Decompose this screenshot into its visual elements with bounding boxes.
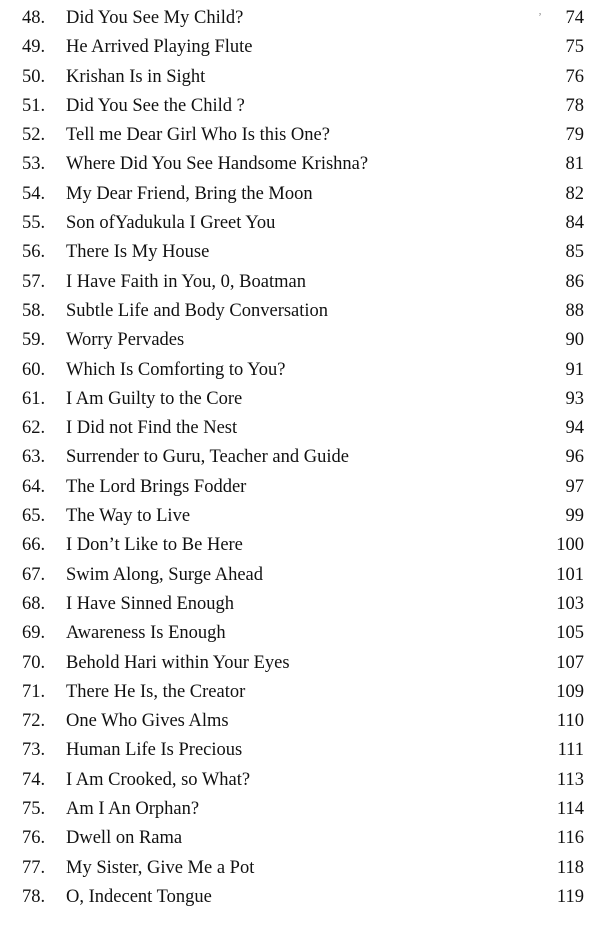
toc-entry-page: 103 (556, 593, 584, 614)
toc-entry-page: 79 (565, 125, 584, 146)
toc-entry-number: 62. (22, 418, 46, 439)
toc-entry-page: 109 (556, 681, 584, 702)
toc-entry (0, 443, 600, 472)
toc-entry-title: The Lord Brings Fodder (66, 476, 247, 497)
toc-entry-title: Krishan Is in Sight (66, 66, 206, 87)
toc-entry (0, 502, 600, 531)
toc-entry (0, 180, 600, 209)
toc-entry-page: 111 (557, 740, 584, 761)
toc-entry-number: 63. (22, 447, 46, 468)
toc-entry-page: 93 (565, 388, 584, 409)
toc-entry-title: Subtle Life and Body Conversation (66, 300, 329, 321)
toc-entry (0, 63, 600, 92)
toc-entry (0, 707, 600, 736)
toc-entry (0, 473, 600, 502)
toc-entry-number: 50. (22, 66, 46, 87)
toc-entry (0, 883, 600, 912)
toc-entry-number: 66. (22, 535, 46, 556)
toc-entry-page: 119 (556, 886, 584, 907)
toc-entry (0, 326, 600, 355)
toc-entry-number: 56. (22, 242, 46, 263)
toc-entry (0, 209, 600, 238)
toc-entry-page: 99 (565, 506, 584, 527)
toc-entry (0, 590, 600, 619)
toc-entry (0, 795, 600, 824)
toc-entry-number: 70. (22, 652, 46, 673)
toc-entry-title: One Who Gives Alms (66, 711, 229, 732)
toc-entry-page: 105 (556, 623, 584, 644)
toc-entry-page: 114 (556, 799, 584, 820)
toc-entry (0, 4, 600, 33)
toc-entry (0, 649, 600, 678)
toc-entry (0, 824, 600, 853)
toc-entry (0, 766, 600, 795)
toc-entry-number: 53. (22, 154, 46, 175)
toc-entry (0, 619, 600, 648)
toc-entry-page: 85 (565, 242, 584, 263)
toc-entry-page: 107 (556, 652, 584, 673)
scan-mark: ʼ (538, 10, 542, 24)
toc-entry-title: My Sister, Give Me a Pot (66, 857, 255, 878)
toc-entry-number: 55. (22, 213, 46, 234)
toc-entry-page: 91 (565, 359, 584, 380)
toc-entry-number: 57. (22, 271, 46, 292)
toc-entry-title: Behold Hari within Your Eyes (66, 652, 290, 673)
toc-entry-number: 75. (22, 799, 46, 820)
toc-entry-page: 88 (565, 300, 584, 321)
toc-entry-title: Awareness Is Enough (66, 623, 226, 644)
toc-entry-title: I Am Guilty to the Core (66, 388, 243, 409)
toc-entry-title: O, Indecent Tongue (66, 886, 212, 907)
toc-entry (0, 92, 600, 121)
table-of-contents (0, 4, 600, 912)
toc-entry (0, 414, 600, 443)
toc-entry-number: 54. (22, 183, 46, 204)
toc-entry-page: 94 (565, 418, 584, 439)
toc-entry-title: Son ofYadukula I Greet You (66, 213, 276, 234)
toc-entry (0, 121, 600, 150)
toc-entry-title: I Am Crooked, so What? (66, 769, 251, 790)
toc-entry-page: 118 (556, 857, 584, 878)
toc-entry-title: There Is My House (66, 242, 210, 263)
toc-entry-title: I Have Sinned Enough (66, 593, 235, 614)
toc-entry-number: 69. (22, 623, 46, 644)
toc-entry-title: Am I An Orphan? (66, 799, 200, 820)
toc-entry (0, 385, 600, 414)
toc-entry-number: 72. (22, 711, 46, 732)
toc-entry-page: 113 (556, 769, 584, 790)
toc-entry-number: 77. (22, 857, 46, 878)
toc-entry-page: 75 (565, 37, 584, 58)
toc-entry-page: 82 (565, 183, 584, 204)
toc-entry-title: Did You See My Child? (66, 8, 244, 28)
toc-entry-title: Worry Pervades (66, 330, 185, 351)
toc-entry-title: I Have Faith in You, 0, Boatman (66, 271, 306, 292)
toc-entry-number: 67. (22, 564, 46, 585)
toc-entry-page: 78 (565, 95, 584, 116)
toc-entry-title: Dwell on Rama (66, 828, 183, 849)
toc-entry (0, 678, 600, 707)
toc-entry-number: 48. (22, 8, 46, 28)
toc-entry (0, 33, 600, 62)
toc-entry-number: 59. (22, 330, 46, 351)
toc-entry-page: 100 (556, 535, 584, 556)
toc-entry (0, 150, 600, 179)
toc-entry-number: 74. (22, 769, 46, 790)
toc-entry-number: 65. (22, 506, 46, 527)
toc-entry (0, 854, 600, 883)
toc-entry-page: 86 (565, 271, 584, 292)
toc-entry-number: 68. (22, 593, 46, 614)
toc-entry-title: He Arrived Playing Flute (66, 37, 253, 58)
toc-entry-page: 116 (556, 828, 584, 849)
toc-entry-title: Swim Along, Surge Ahead (66, 564, 263, 585)
toc-entry-number: 51. (22, 95, 46, 116)
toc-entry-title: There He Is, the Creator (66, 681, 246, 702)
toc-entry-number: 64. (22, 476, 46, 497)
toc-entry-page: 110 (556, 711, 584, 732)
toc-entry-title: Did You See the Child ? (66, 95, 245, 116)
toc-entry (0, 238, 600, 267)
toc-entry-title: I Don’t Like to Be Here (66, 535, 243, 556)
toc-entry-number: 73. (22, 740, 46, 761)
toc-entry-page: 84 (565, 213, 584, 234)
toc-entry-page: 96 (565, 447, 584, 468)
toc-entry-title: Tell me Dear Girl Who Is this One? (66, 125, 330, 146)
toc-entry-number: 60. (22, 359, 46, 380)
toc-entry-title: I Did not Find the Nest (66, 418, 238, 439)
toc-entry-number: 58. (22, 300, 46, 321)
toc-entry-page: 81 (565, 154, 584, 175)
toc-entry (0, 297, 600, 326)
toc-entry-page: 74 (565, 8, 584, 28)
toc-entry-number: 61. (22, 388, 46, 409)
toc-entry-title: Which Is Comforting to You? (66, 359, 286, 380)
toc-entry-title: Human Life Is Precious (66, 740, 243, 761)
toc-entry (0, 531, 600, 560)
toc-entry-page: 97 (565, 476, 584, 497)
toc-entry-number: 52. (22, 125, 46, 146)
toc-entry (0, 268, 600, 297)
toc-entry (0, 356, 600, 385)
toc-entry-title: The Way to Live (66, 506, 191, 527)
toc-entry-title: Where Did You See Handsome Krishna? (66, 154, 369, 175)
toc-entry-number: 78. (22, 886, 46, 907)
toc-entry-title: My Dear Friend, Bring the Moon (66, 183, 313, 204)
toc-entry-number: 49. (22, 37, 46, 58)
toc-entry (0, 561, 600, 590)
toc-entry-number: 76. (22, 828, 46, 849)
toc-entry-title: Surrender to Guru, Teacher and Guide (66, 447, 349, 468)
toc-entry-page: 101 (556, 564, 584, 585)
toc-entry-page: 90 (565, 330, 584, 351)
toc-entry-number: 71. (22, 681, 46, 702)
toc-entry (0, 736, 600, 765)
toc-entry-page: 76 (565, 66, 584, 87)
